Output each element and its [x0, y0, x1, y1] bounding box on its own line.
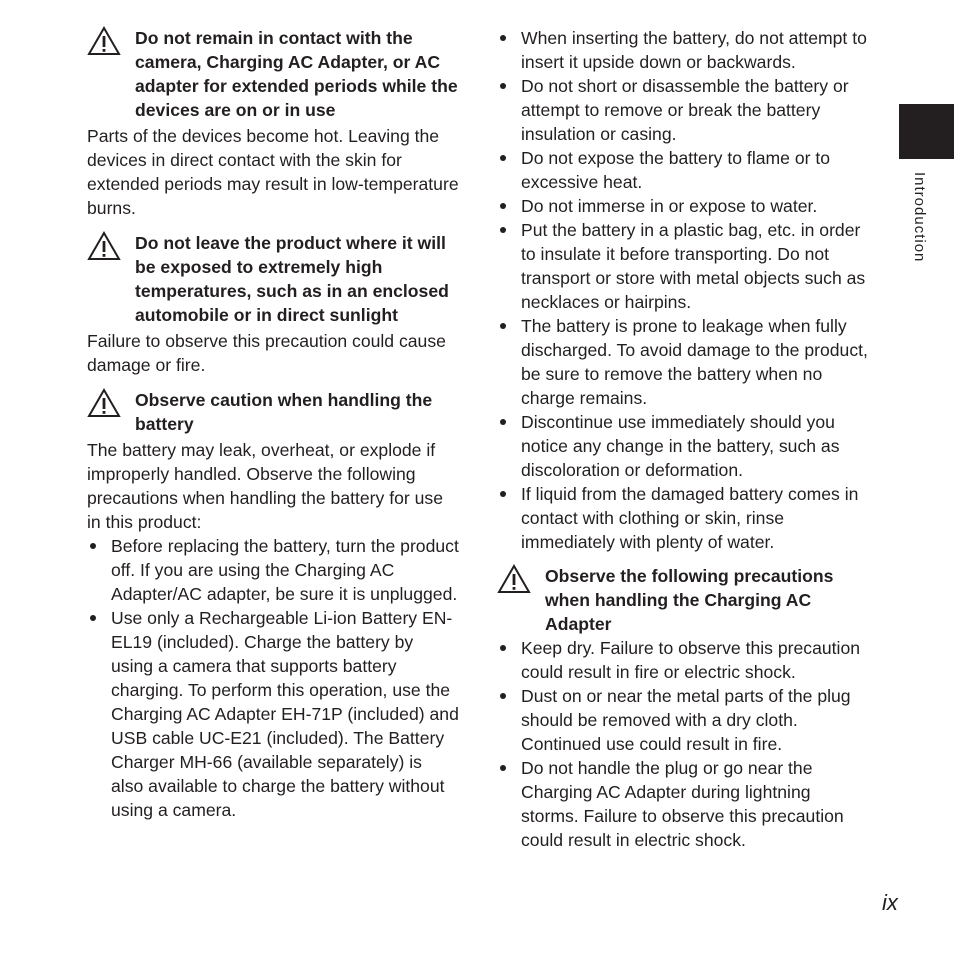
list-item: Use only a Rechargeable Li-ion Battery EN-EL19 (included). Charge the battery by using a camera that supports battery charging. To perform this operation, use the Charging AC Adapter EH-71P (included) and USB cable UC-E21 (included). The Battery Charger MH-66 (available separately) is also available to charge the battery without using a camera.: [87, 606, 459, 822]
list-item: Put the battery in a plastic bag, etc. in order to insulate it before transporting. Do not transport or store with metal objects such as necklaces or hairpins.: [497, 218, 869, 314]
list-item: Before replacing the battery, turn the product off. If you are using the Charging AC Adapter/AC adapter, be sure it is unplugged.: [87, 534, 459, 606]
section-tab: [899, 104, 954, 159]
warning-triangle-icon: [87, 388, 121, 418]
warning-title: Observe caution when handling the battery: [135, 390, 433, 434]
warning-body: Parts of the devices become hot. Leaving the devices in direct contact with the skin for extended periods may result in low-temperature burns.: [87, 126, 459, 218]
list-item: Do not expose the battery to flame or to excessive heat.: [497, 146, 869, 194]
list-item: Dust on or near the metal parts of the plug should be removed with a dry cloth. Continued use could result in fire.: [497, 684, 869, 756]
list-item: Discontinue use immediately should you notice any change in the battery, such as discoloration or deformation.: [497, 410, 869, 482]
warning-triangle-icon: [497, 564, 531, 594]
page-number: ix: [882, 890, 898, 915]
list-item: When inserting the battery, do not attempt to insert it upside down or backwards.: [497, 26, 869, 74]
warning-high-temperatures: [87, 231, 459, 327]
right-column: [497, 26, 869, 852]
list-item: Keep dry. Failure to observe this precaution could result in fire or electric shock.: [497, 636, 869, 684]
adapter-precautions-list: [497, 636, 869, 852]
list-item: The battery is prone to leakage when fully discharged. To avoid damage to the product, be sure to remove the battery when no charge remains.: [497, 314, 869, 410]
warning-body: The battery may leak, overheat, or explode if improperly handled. Observe the following precautions when handling the battery for use in this product:: [87, 440, 444, 532]
warning-title: Observe the following precautions when handling the Charging AC Adapter: [545, 566, 834, 634]
battery-precautions-list-continued: [497, 26, 869, 554]
list-item: If liquid from the damaged battery comes in contact with clothing or skin, rinse immediately with plenty of water.: [497, 482, 869, 554]
warning-title: Do not leave the product where it will be exposed to extremely high temperatures, such as in an enclosed automobile or in direct sunlight: [135, 233, 449, 325]
warning-hot-devices: [87, 26, 459, 122]
battery-precautions-list: [87, 534, 459, 822]
left-column: [87, 26, 459, 822]
list-item: Do not immerse in or expose to water.: [497, 194, 869, 218]
warning-triangle-icon: [87, 26, 121, 56]
list-item: Do not short or disassemble the battery or attempt to remove or break the battery insulation or casing.: [497, 74, 869, 146]
warning-charging-adapter: [497, 564, 869, 636]
section-label: Introduction: [911, 172, 928, 263]
warning-triangle-icon: [87, 231, 121, 261]
warning-body: Failure to observe this precaution could cause damage or fire.: [87, 331, 446, 375]
warning-battery-handling: [87, 388, 459, 436]
warning-title: Do not remain in contact with the camera, Charging AC Adapter, or AC adapter for extended periods while the devices are on or in use: [135, 28, 458, 120]
list-item: Do not handle the plug or go near the Charging AC Adapter during lightning storms. Failure to observe this precaution could result in electric shock.: [497, 756, 869, 852]
